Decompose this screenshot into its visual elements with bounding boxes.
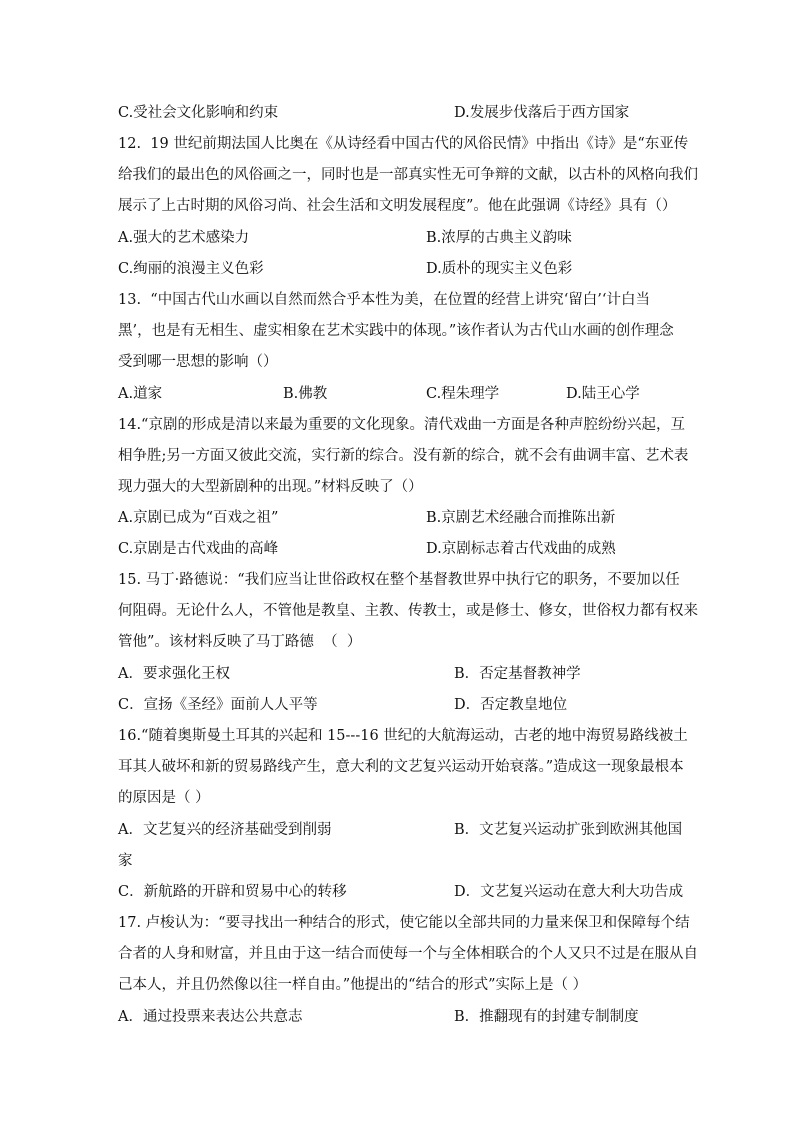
q12-option-a: A.强大的艺术感染力 [118, 230, 250, 246]
q15-option-a: A．要求强化王权 [118, 666, 230, 682]
q12-option-d: D.质朴的现实主义色彩 [426, 261, 573, 277]
q17-option-a: A．通过投票来表达公共意志 [118, 1009, 303, 1025]
q14-option-d: D.京剧标志着古代戏曲的成熟 [426, 541, 616, 557]
q16-stem-line-1: 16.“随着奥斯曼土耳其的兴起和 15---16 世纪的大航海运动，古老的地中海贸易路线被土 [118, 728, 688, 744]
q16-option-b: B．文艺复兴运动扩张到欧洲其他国 [454, 822, 683, 838]
q15-option-d: D．否定教皇地位 [454, 697, 568, 713]
q13-stem-line-2: 黑’，也是有无相生、虚实相象在艺术实践中的体现。”该作者认为古代山水画的创作理念 [118, 323, 674, 339]
q14-option-a: A.京剧已成为“百戏之祖” [118, 510, 279, 526]
q12-stem-line-3: 展示了上古时期的风俗习尚、社会生活和文明发展程度”。他在此强调《诗经》具有（） [118, 198, 677, 214]
q15-stem-line-1: 15. 马丁·路德说：“我们应当让世俗政权在整个基督教世界中执行它的职务，不要加以任 [118, 572, 680, 588]
q13-option-d: D.陆王心学 [566, 386, 640, 402]
q14-option-b: B.京剧艺术经融合而推陈出新 [426, 510, 616, 526]
q12-option-b: B.浓厚的古典主义韵味 [426, 230, 572, 246]
q17-option-b: B．推翻现有的封建专制制度 [454, 1009, 639, 1025]
q12-stem-line-1: 12. 19 世纪前期法国人比奥在《从诗经看中国古代的风俗民情》中指出《诗》是“东亚传 [118, 136, 689, 152]
q11-option-c: C.受社会文化影响和约束 [118, 105, 279, 121]
q16-option-d: D．文艺复兴运动在意大利大功告成 [454, 884, 684, 900]
q13-stem-line-3: 受到哪一思想的影响（） [118, 354, 278, 370]
q16-option-b-wrap: 家 [118, 853, 133, 869]
q11-option-d: D.发展步伐落后于西方国家 [454, 105, 630, 121]
q17-stem-line-1: 17. 卢梭认为：“要寻找出一种结合的形式，使它能以全部共同的力量来保卫和保障每个结 [118, 915, 690, 931]
q16-option-c: C．新航路的开辟和贸易中心的转移 [118, 884, 347, 900]
q14-option-c: C.京剧是古代戏曲的高峰 [118, 541, 279, 557]
q16-stem-line-2: 耳其人破坏和新的贸易路线产生，意大利的文艺复兴运动开始衰落。”造成这一现象最根本 [118, 759, 684, 775]
q17-stem-line-2: 合者的人身和财富，并且由于这一结合而使每一个与全体相联合的个人又只不过是在服从自 [118, 946, 698, 962]
q14-stem-line-2: 相争胜;另一方面又彼此交流，实行新的综合。没有新的综合，就不会有曲调丰富、艺术表 [118, 448, 689, 464]
q12-option-c: C.绚丽的浪漫主义色彩 [118, 261, 264, 277]
q14-stem-line-1: 14.“京剧的形成是清以来最为重要的文化现象。清代戏曲一方面是各种声腔纷纷兴起，互 [118, 417, 685, 433]
q13-option-a: A.道家 [118, 386, 163, 402]
q14-stem-line-3: 现力强大的大型新剧种的出现。”材料反映了（） [118, 479, 423, 495]
q15-option-b: B．否定基督教神学 [454, 666, 581, 682]
q15-stem-line-2: 何阻碍。无论什么人，不管他是教皇、主教、传教士，或是修士、修女，世俗权力都有权来 [118, 603, 698, 619]
q17-stem-line-3: 己本人，并且仍然像以往一样自由。”他提出的“结合的形式”实际上是（ ） [118, 977, 588, 993]
q15-option-c: C．宣扬《圣经》面前人人平等 [118, 697, 318, 713]
q16-stem-line-3: 的原因是（ ） [118, 790, 210, 806]
q13-stem-line-1: 13. “中国古代山水画以自然而然合乎本性为美，在位置的经营上讲究‘留白’‘计白当 [118, 292, 651, 308]
q13-option-c: C.程朱理学 [426, 386, 500, 402]
q16-option-a: A．文艺复兴的经济基础受到削弱 [118, 822, 332, 838]
q13-option-b: B.佛教 [283, 386, 328, 402]
q15-stem-line-3: 管他”。该材料反映了马丁路德 （ ） [118, 634, 362, 650]
q12-stem-line-2: 给我们的最出色的风俗画之一，同时也是一部真实性无可争辩的文献，以古朴的风格向我们 [118, 167, 698, 183]
